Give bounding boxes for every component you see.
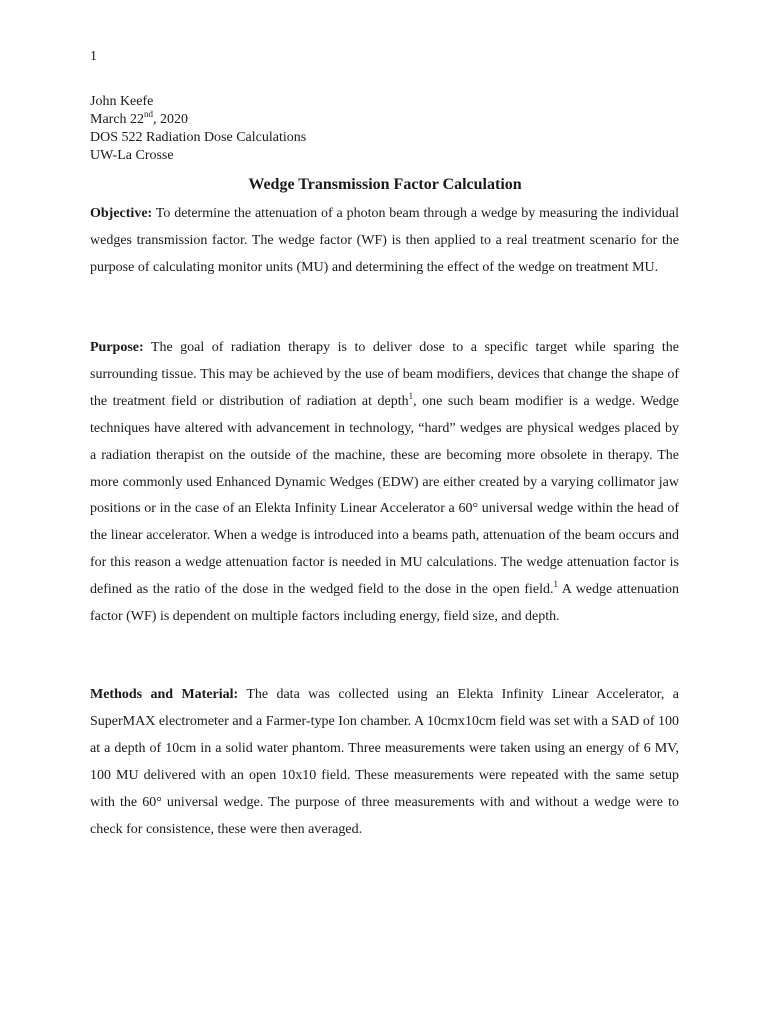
purpose-text-3: A wedge attenuation factor (WF) is dependent on multiple factors including energy, field size, and depth. bbox=[90, 582, 679, 625]
date-year: , 2020 bbox=[153, 112, 189, 127]
author-name: John Keefe bbox=[90, 94, 154, 109]
methods-section bbox=[90, 682, 679, 843]
date-line bbox=[90, 111, 306, 129]
methods-heading: Methods and Material: bbox=[90, 687, 239, 702]
author-header bbox=[90, 93, 306, 165]
course-name: DOS 522 Radiation Dose Calculations bbox=[90, 130, 307, 145]
purpose-text-1: The goal of radiation therapy is to deliver dose to a specific target while sparing the surrounding tissue. This may be achieved by the use of beam modifiers, devices that change the shape of the treatment field or distribution of radiation at depth bbox=[90, 340, 680, 409]
purpose-text-2: , one such beam modifier is a wedge. Wedge techniques have altered with advancement in technology, “hard” wedges are physical wedges placed by a radiation therapist on the outside of the machine, these are becoming more obsolete in therapy. The more commonly used Enhanced Dynamic Wedges (EDW) are either created by a varying collimator jaw positions or in the case of an Elekta Infinity Linear Accelerator a 60° universal wedge within the head of the linear accelerator. When a wedge is introduced into a beams path, attenuation of the beam occurs and for this reason a wedge attenuation factor is needed in MU calculations. The wedge attenuation factor is defined as the ratio of the dose in the wedged field to the dose in the open field. bbox=[90, 393, 679, 598]
date-suffix: nd bbox=[144, 109, 154, 119]
page-number: 1 bbox=[90, 49, 97, 64]
purpose-reference-2: 1 bbox=[553, 579, 559, 590]
methods-text: The data was collected using an Elekta Infinity Linear Accelerator, a SuperMAX electrometer and a Farmer-type Ion chamber. A 10cmx10cm field was set with a SAD of 100 at a depth of 10cm in a solid water phantom. Three measurements were taken using an energy of 6 MV, 100 MU delivered with an open 10x10 field. These measurements were repeated with the same setup with the 60° universal wedge. The purpose of three measurements with and without a wedge were to check for consistence, these were then averaged. bbox=[90, 687, 679, 837]
school-name: UW-La Crosse bbox=[90, 148, 174, 163]
date-month-day: March 22 bbox=[90, 112, 145, 127]
objective-heading: Objective: bbox=[90, 206, 153, 221]
document-title: Wedge Transmission Factor Calculation bbox=[248, 176, 522, 193]
purpose-section bbox=[90, 335, 679, 631]
purpose-reference-1: 1 bbox=[408, 390, 414, 401]
objective-section bbox=[90, 201, 679, 282]
objective-text: To determine the attenuation of a photon beam through a wedge by measuring the individual wedges transmission factor. The wedge factor (WF) is then applied to a real treatment scenario for the purpose of calculating monitor units (MU) and determining the effect of the wedge on treatment MU. bbox=[90, 206, 679, 275]
purpose-heading: Purpose: bbox=[90, 340, 144, 355]
